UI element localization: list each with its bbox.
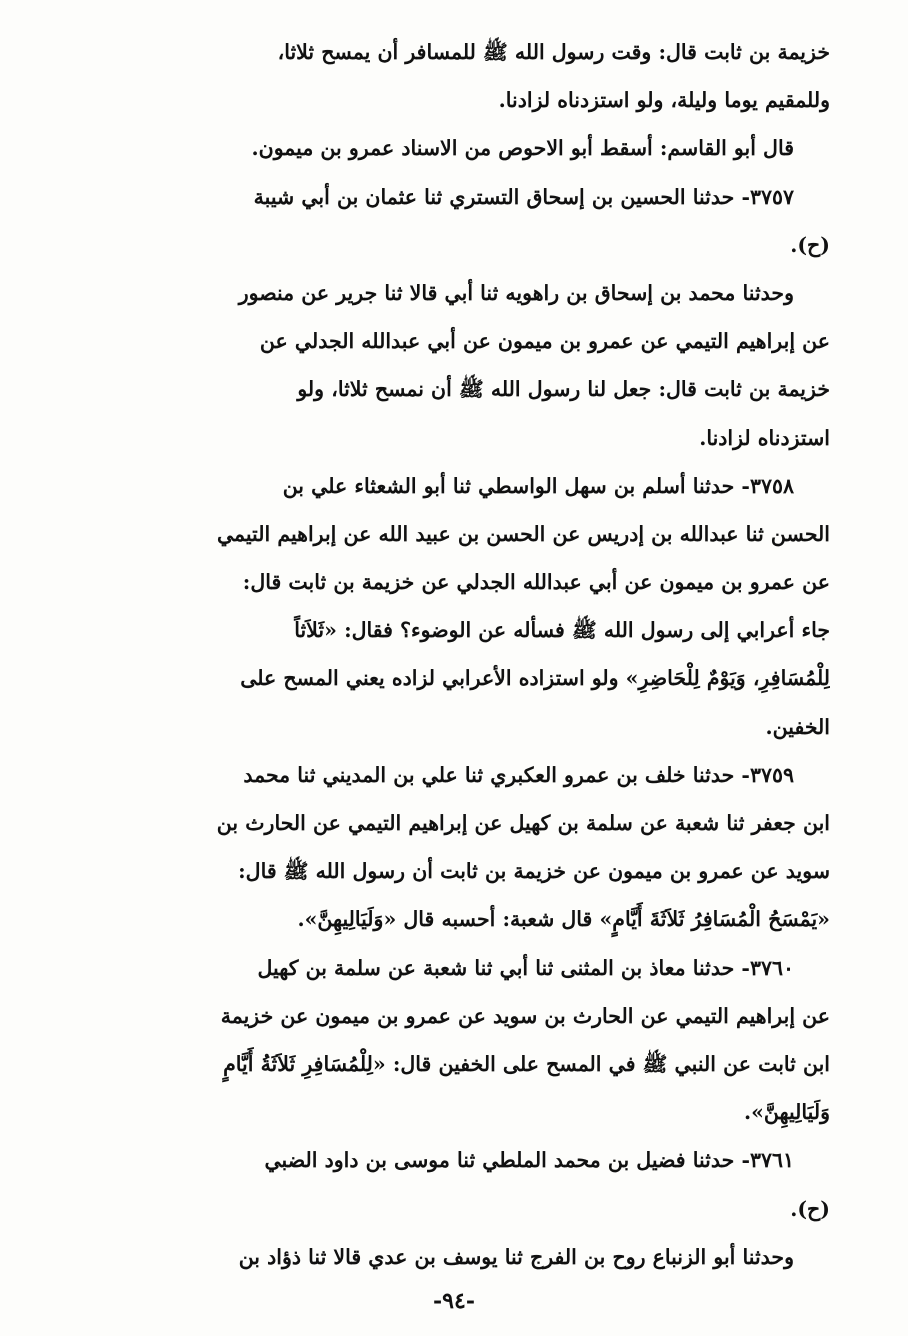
- text-line: ٣٧٥٧- حدثنا الحسين بن إسحاق التستري ثنا عثمان بن أبي شيبة: [253, 184, 794, 209]
- text-line: (ح).: [790, 1196, 830, 1221]
- text-line: ابن ثابت عن النبي ﷺ في المسح على الخفين قال: «لِلْمُسَافِرِ ثَلاَثَةُ أَيَّامٍ: [223, 1051, 830, 1076]
- text-line: وَلَيَالِيهِنَّ».: [743, 1100, 830, 1125]
- text-line: استزدناه لزادنا.: [699, 425, 830, 450]
- text-line: الحسن ثنا عبدالله بن إدريس عن الحسن بن عبيد الله عن إبراهيم التيمي: [216, 521, 830, 546]
- text-line: ٣٧٥٩- حدثنا خلف بن عمرو العكبري ثنا علي بن المديني ثنا محمد: [243, 762, 794, 787]
- text-line: سويد عن عمرو بن ميمون عن خزيمة بن ثابت أن رسول الله ﷺ قال:: [238, 859, 830, 884]
- text-line: لِلْمُسَافِرِ، وَيَوْمٌ لِلْحَاضِرِ» ولو استزاده الأعرابي لزاده يعني المسح على: [240, 666, 830, 691]
- text-line: ٣٧٥٨- حدثنا أسلم بن سهل الواسطي ثنا أبو الشعثاء علي بن: [282, 473, 794, 498]
- text-line: ٣٧٦٠- حدثنا معاذ بن المثنى ثنا أبي ثنا شعبة عن سلمة بن كهيل: [257, 955, 794, 980]
- text-line: وحدثنا محمد بن إسحاق بن راهويه ثنا أبي قالا ثنا جرير عن منصور: [238, 280, 794, 305]
- text-line: (ح).: [790, 232, 830, 257]
- text-line: ٣٧٦١- حدثنا فضيل بن محمد الملطي ثنا موسى بن داود الضبي: [264, 1148, 794, 1173]
- text-line: خزيمة بن ثابت قال: جعل لنا رسول الله ﷺ أن نمسح ثلاثا، ولو: [297, 377, 830, 402]
- text-line: ابن جعفر ثنا شعبة عن سلمة بن كهيل عن إبراهيم التيمي عن الحارث بن: [216, 811, 830, 835]
- text-line: «يَمْسَحُ الْمُسَافِرُ ثَلاَثَةَ أَيَّامٍ» قال شعبة: أحسبه قال «وَلَيَالِيهِنَّ».: [297, 907, 830, 932]
- text-line: جاء أعرابي إلى رسول الله ﷺ فسأله عن الوضوء؟ فقال: «ثَلاَثاً: [294, 618, 830, 643]
- text-line: قال أبو القاسم: أسقط أبو الاحوص من الاسناد عمرو بن ميمون.: [251, 136, 794, 161]
- text-line: عن إبراهيم التيمي عن الحارث بن سويد عن عمرو بن ميمون عن خزيمة: [220, 1003, 830, 1028]
- text-line: وحدثنا أبو الزنباع روح بن الفرج ثنا يوسف بن عدي قالا ثنا ذؤاد بن: [238, 1244, 794, 1269]
- text-line: خزيمة بن ثابت قال: وقت رسول الله ﷺ للمسافر أن يمسح ثلاثا،: [277, 40, 830, 64]
- page-number: -٩٤-: [433, 1288, 475, 1314]
- document-body: [110, 28, 830, 1281]
- text-line: الخفين.: [765, 714, 830, 739]
- text-line: عن عمرو بن ميمون عن أبي عبدالله الجدلي عن خزيمة بن ثابت قال:: [242, 570, 830, 595]
- text-line: عن إبراهيم التيمي عن عمرو بن ميمون عن أبي عبدالله الجدلي عن: [259, 329, 830, 354]
- text-line: وللمقيم يوما وليلة، ولو استزدناه لزادنا.: [498, 88, 830, 113]
